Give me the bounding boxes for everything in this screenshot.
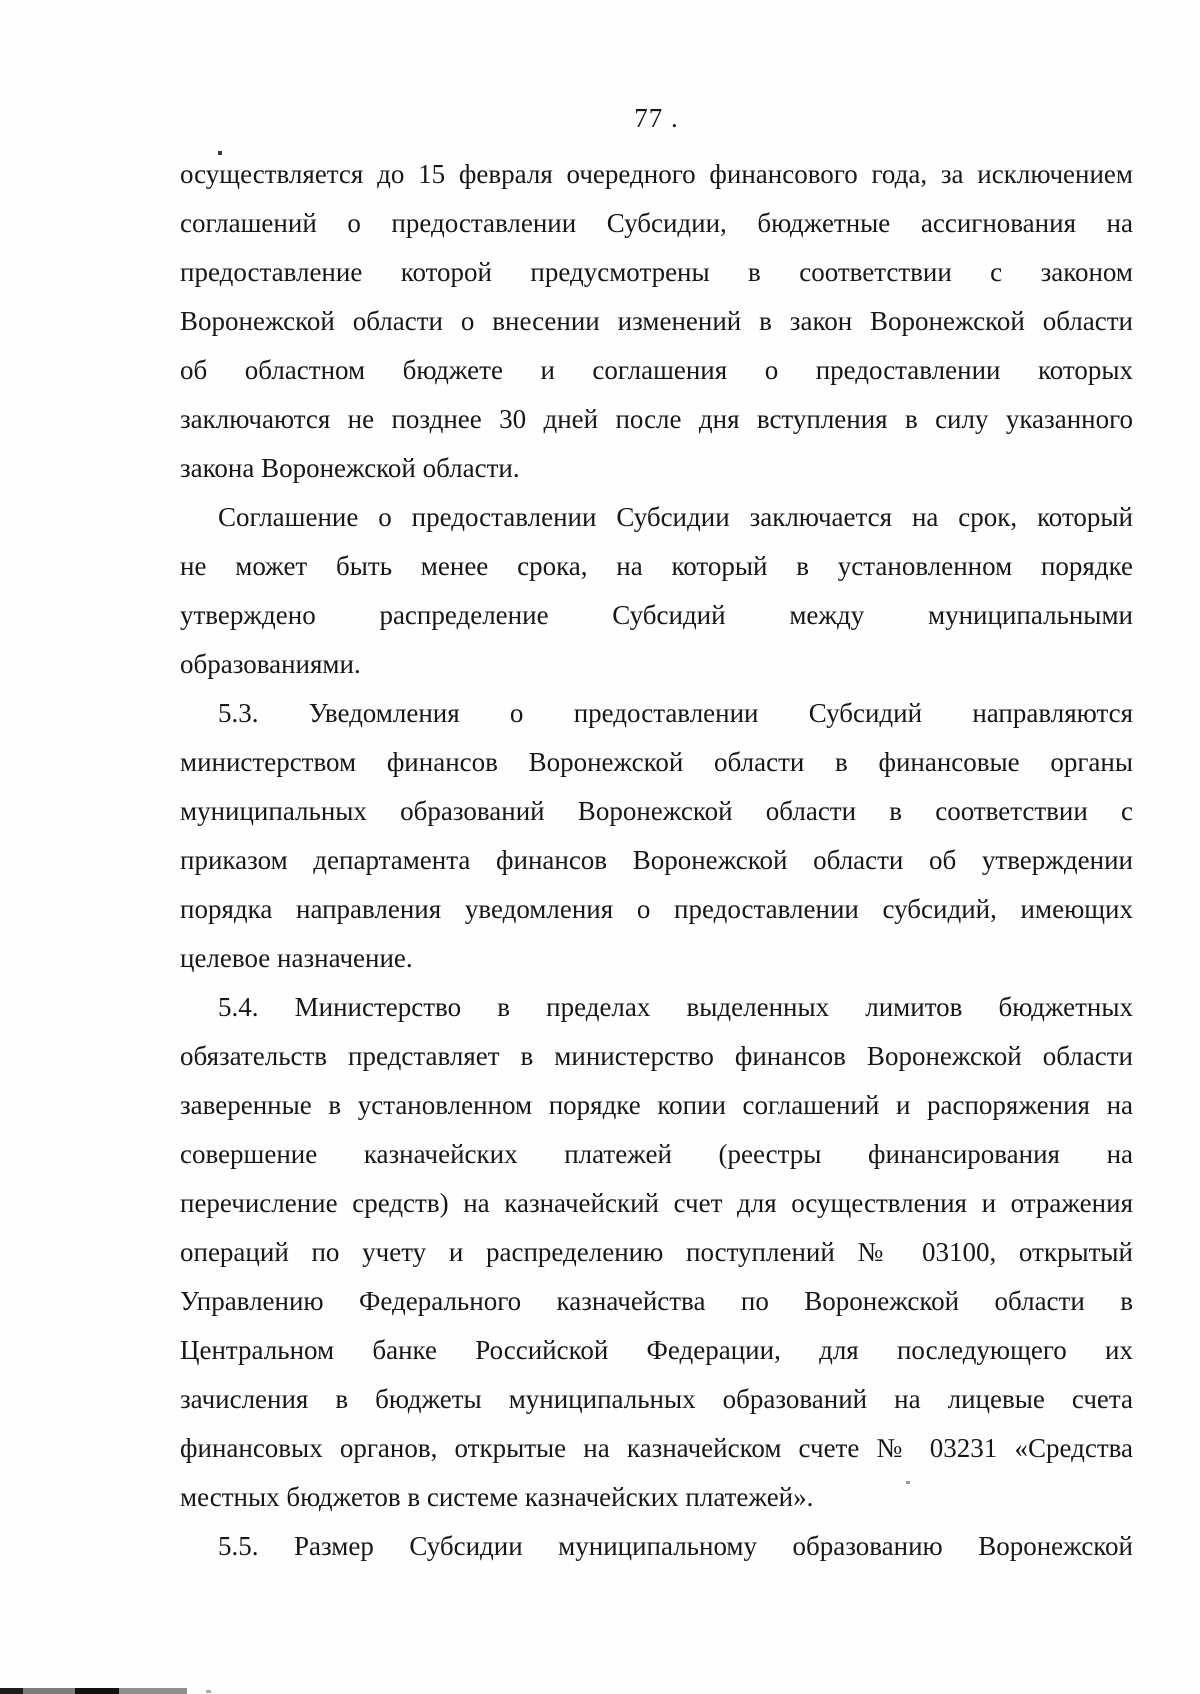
text-line: финансовых органов, открытые на казначейском счете № 03231 «Средства (180, 1433, 1133, 1463)
document-text (180, 150, 1133, 1571)
text-line: Управлению Федерального казначейства по Воронежской области в (180, 1286, 1133, 1316)
text-line: предоставление которой предусмотрены в соответствии с законом (180, 257, 1133, 287)
text-line: операций по учету и распределению поступлений № 03100, открытый (180, 1237, 1133, 1267)
text-line: целевое назначение. (180, 943, 413, 973)
paragraph (180, 689, 1133, 983)
text-line: Центральном банке Российской Федерации, для последующего их (180, 1335, 1133, 1365)
text-line: 5.5. Размер Субсидии муниципальному образованию Воронежской (218, 1531, 1133, 1561)
text-line: министерством финансов Воронежской области в финансовые органы (180, 747, 1133, 777)
text-line: совершение казначейских платежей (реестры финансирования на (180, 1139, 1133, 1169)
text-line: образованиями. (180, 649, 361, 679)
text-line: заверенные в установленном порядке копии соглашений и распоряжения на (180, 1090, 1133, 1120)
scan-speck (218, 151, 222, 155)
scan-artifact-bar-segment (119, 1688, 187, 1694)
text-line: заключаются не позднее 30 дней после дня вступления в силу указанного (180, 404, 1133, 434)
text-line: соглашений о предоставлении Субсидии, бюджетные ассигнования на (180, 208, 1133, 238)
scan-artifact-bar-segment (23, 1688, 75, 1694)
text-line: Воронежской области о внесении изменений в закон Воронежской области (180, 306, 1133, 336)
text-line: 5.3. Уведомления о предоставлении Субсидий направляются (218, 698, 1133, 728)
scan-artifact-bar-segment (75, 1688, 119, 1694)
text-line: утверждено распределение Субсидий между муниципальными (180, 600, 1133, 630)
page-number: 77 . (634, 103, 679, 133)
text-line: обязательств представляет в министерство финансов Воронежской области (180, 1041, 1133, 1071)
text-line: местных бюджетов в системе казначейских платежей». (180, 1482, 814, 1512)
text-line: Соглашение о предоставлении Субсидии заключается на срок, который (218, 502, 1133, 532)
text-line: муниципальных образований Воронежской области в соответствии с (180, 796, 1133, 826)
scan-speck (206, 1690, 211, 1693)
text-line: приказом департамента финансов Воронежской области об утверждении (180, 845, 1133, 875)
paragraph (180, 983, 1133, 1522)
paragraph (180, 493, 1133, 689)
text-line: зачисления в бюджеты муниципальных образований на лицевые счета (180, 1384, 1133, 1414)
text-line: порядка направления уведомления о предоставлении субсидий, имеющих (180, 894, 1133, 924)
text-line: 5.4. Министерство в пределах выделенных лимитов бюджетных (218, 992, 1133, 1022)
text-line: об областном бюджете и соглашения о предоставлении которых (180, 355, 1133, 385)
text-line: осуществляется до 15 февраля очередного финансового года, за исключением (180, 159, 1133, 189)
text-line: не может быть менее срока, на который в установленном порядке (180, 551, 1133, 581)
text-line: перечисление средств) на казначейский счет для осуществления и отражения (180, 1188, 1133, 1218)
paragraph (180, 150, 1133, 493)
text-line: закона Воронежской области. (180, 453, 520, 483)
paragraph (180, 1522, 1133, 1571)
scan-artifact-bar-segment (0, 1688, 23, 1694)
scan-speck (906, 1481, 910, 1484)
scan-artifact-bar (0, 1688, 1200, 1694)
